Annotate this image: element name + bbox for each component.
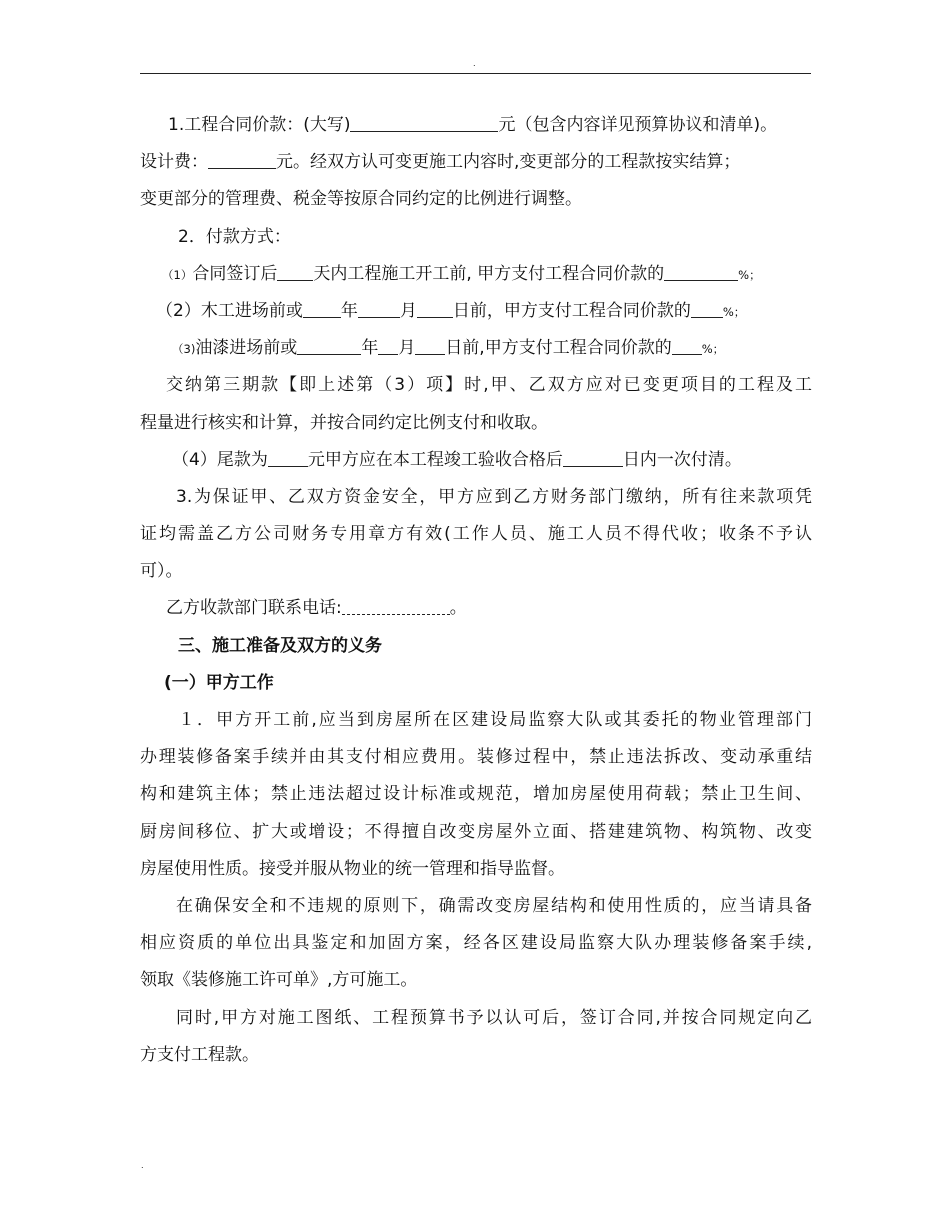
blank-day [415, 334, 445, 355]
blank-month [378, 334, 398, 355]
paragraph-line: 厨房间移位、扩大或增设；不得擅自改变房屋外立面、搭建建筑物、构筑物、改变 [140, 821, 812, 842]
paragraph-line: 交纳第三期款【即上述第（3）项】时,甲、乙双方应对已变更项目的工程及工 [166, 375, 812, 396]
header-mark: . [473, 59, 476, 68]
paragraph-line: 可）。 [140, 561, 183, 582]
section-heading-3: 三、施工准备及双方的义务 [178, 635, 382, 656]
paragraph-line: 同时,甲方对施工图纸、工程预算书予以认可后，签订合同,并按合同规定向乙 [176, 1007, 812, 1028]
payment-item-1: （1）合同签订后 天内工程施工开工前, 甲方支付工程合同价款的 %； [140, 259, 812, 296]
blank-percent [664, 260, 738, 281]
design-fee-line: 设计费： 元。经双方认可变更施工内容时,变更部分的工程款按实结算； [140, 147, 812, 184]
paragraph-line: 变更部分的管理费、税金等按原合同约定的比例进行调整。 [140, 189, 582, 210]
paragraph-line: 领取《装修施工许可单》,方可施工。 [140, 970, 418, 991]
paragraph-line: 程量进行核实和计算，并按合同约定比例支付和收取。 [140, 412, 548, 433]
footer-mark: . [141, 1161, 144, 1170]
blank-days [277, 260, 313, 281]
paragraph-line: 证均需盖乙方公司财务专用章方有效(工作人员、施工人员不得代收；收条不予认 [140, 524, 812, 545]
payment-item-3: （3)油漆进场前或 年 月 日前,甲方支付工程合同价款的 %； [140, 333, 812, 370]
blank-amount-in-words [350, 111, 498, 132]
payment-item-4: （4）尾款为 元甲方应在本工程竣工验收合格后 日内一次付清。 [140, 445, 812, 482]
paragraph-line: 相应资质的单位出具鉴定和加固方案，经各区建设局监察大队办理装修备案手续, [140, 933, 812, 954]
blank-percent [672, 334, 702, 355]
payment-item-2: （2）木工进场前或 年 月 日前，甲方支付工程合同价款的 %； [140, 296, 812, 333]
blank-days [563, 446, 623, 467]
document-body [140, 110, 812, 1077]
paragraph-line: 办理装修备案手续并由其支付相应费用。装修过程中，禁止违法拆改、变动承重结 [140, 747, 812, 768]
blank-final-amount [268, 446, 308, 467]
blank-year [303, 297, 341, 318]
clause-2-payment-method: 2．付款方式： [178, 226, 291, 247]
blank-year [297, 334, 361, 355]
blank-design-fee [208, 148, 276, 169]
paragraph-line: 构和建筑主体；禁止违法超过设计标准或规范，增加房屋使用荷载；禁止卫生间、 [140, 784, 812, 805]
paragraph-line: 在确保安全和不违规的原则下，确需改变房屋结构和使用性质的，应当请具备 [176, 895, 812, 916]
header-rule [140, 73, 811, 74]
subsection-heading-party-a: (一）甲方工作 [164, 672, 274, 693]
blank-month [358, 297, 400, 318]
clause-1-contract-price: 1.工程合同价款：(大写) 元（包含内容详见预算协议和清单)。 [140, 110, 812, 147]
blank-percent [691, 297, 723, 318]
blank-phone-number [342, 594, 450, 615]
paragraph-line: 方支付工程款。 [140, 1044, 259, 1065]
payee-phone-line: 乙方收款部门联系电话: 。 [140, 593, 812, 630]
blank-day [417, 297, 453, 318]
clause-3-fund-security: 3.为保证甲、乙双方资金安全，甲方应到乙方财务部门缴纳，所有往来款项凭 [176, 486, 812, 507]
paragraph-line: 房屋使用性质。接受并服从物业的统一管理和指导监督。 [140, 858, 565, 879]
paragraph-line: １．甲方开工前,应当到房屋所在区建设局监察大队或其委托的物业管理部门 [178, 710, 812, 730]
